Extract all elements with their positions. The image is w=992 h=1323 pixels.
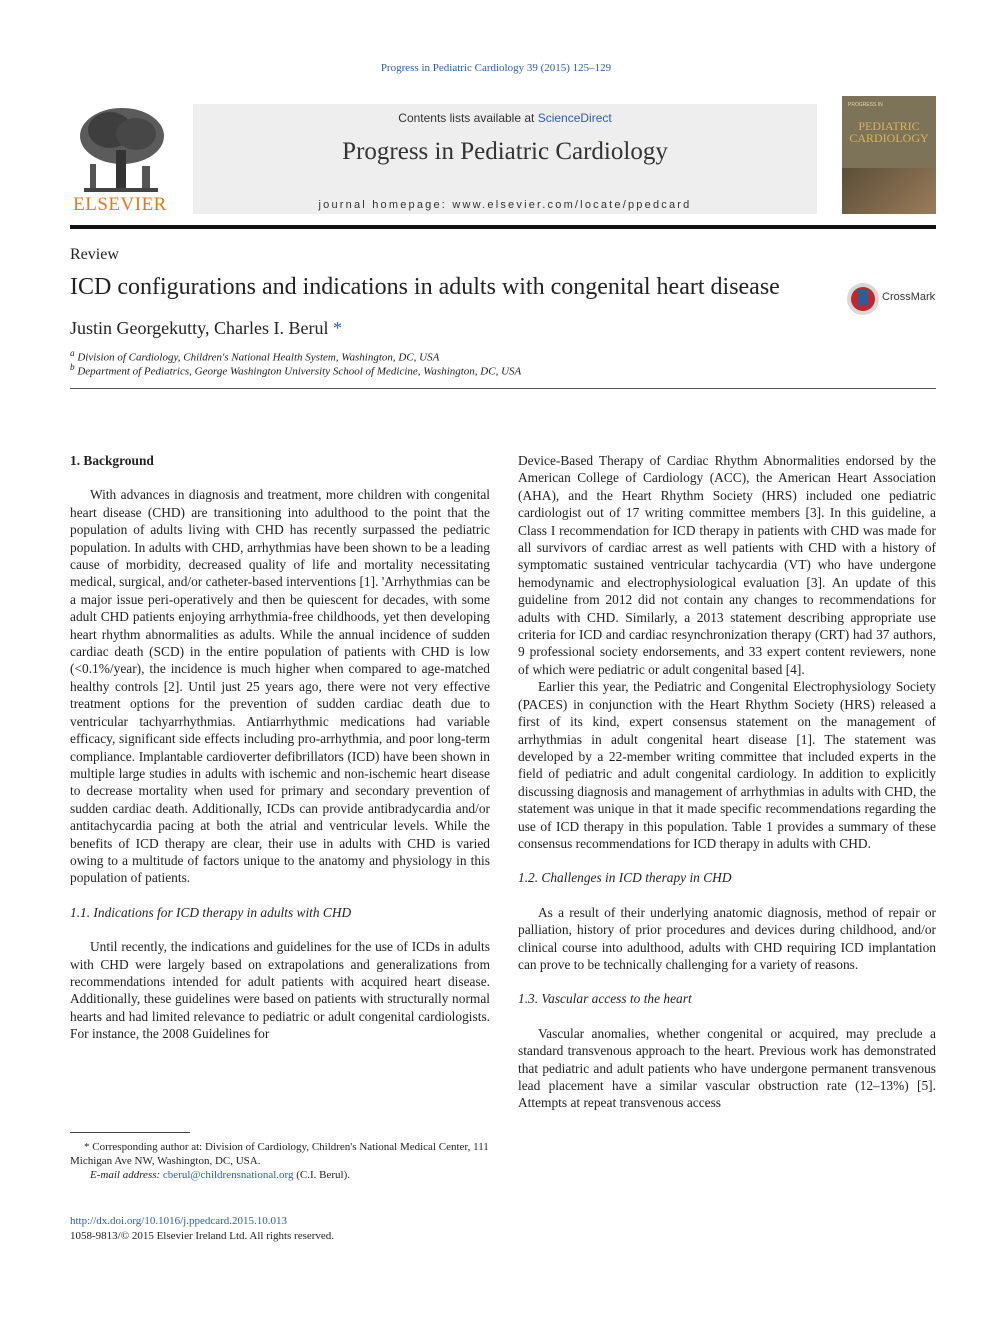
affiliation-b-text: Department of Pediatrics, George Washington University School of Medicine, Washington, DC, USA — [77, 365, 522, 378]
homepage-prefix: journal homepage: — [318, 199, 453, 211]
footnote-mark: * — [84, 1141, 90, 1153]
corresponding-author-footnote — [70, 1140, 490, 1182]
journal-header — [193, 104, 817, 214]
cover-image-band — [842, 168, 936, 214]
section-heading-background: 1. Background — [70, 453, 154, 468]
journal-title: Progress in Pediatric Cardiology — [342, 138, 668, 165]
guidelines-paragraph: Device-Based Therapy of Cardiac Rhythm Abnormalities endorsed by the American College of Cardiology (ACC), the American Heart Association (AHA), and the Heart Rhythm Society (HRS) included one pediatric cardiologist out of 17 writing committee members [3]. In this guideline, a Class I recommendation for ICD therapy in patients with CHD was made for all survivors of cardiac arrest as well patients with CHD with a history of symptomatic sustained ventricular tachycardia (VT) who have undergone hemodynamic and electrophysiological evaluation [3]. An update of this guideline from 2012 did not contain any changes to recommendations for adults with CHD. Similarly, a 2013 statement describing appropriate use criteria for ICD and cardiac resynchronization therapy (CRT) had 37 authors, 9 professional society endorsements, and 33 expert content reviewers, none of which were pediatric or adult congenital based [4]. — [518, 453, 936, 677]
journal-reference-link[interactable]: Progress in Pediatric Cardiology 39 (2015) 125–129 — [380, 62, 612, 74]
subsection-heading-indications: 1.1. Indications for ICD therapy in adults with CHD — [70, 904, 352, 920]
header-rule — [70, 225, 936, 229]
footnote-rule — [70, 1132, 190, 1133]
corresponding-author-mark[interactable]: * — [332, 318, 342, 338]
subsection-heading-vascular-access: 1.3. Vascular access to the heart — [518, 991, 692, 1007]
cover-title — [846, 120, 932, 144]
cover-small-text: PROGRESS IN — [848, 102, 883, 108]
elsevier-logo — [70, 104, 170, 216]
email-suffix: (C.I. Berul). — [293, 1169, 351, 1181]
vascular-access-paragraph: Vascular anomalies, whether congenital or acquired, may preclude a standard transvenous approach to the heart. Previous work has demonstrated that pediatric and adult patients who have undergone permanent transvenous lead placement have a similar vascular obstruction rate (12–13%) [5]. Attempts at repeat transvenous access — [518, 1025, 936, 1111]
authors-text: Justin Georgekutty, Charles I. Berul — [70, 318, 333, 338]
section-type: Review — [70, 246, 119, 263]
homepage-link[interactable]: www.elsevier.com/locate/ppedcard — [452, 199, 692, 211]
subsection-heading-challenges: 1.2. Challenges in ICD therapy in CHD — [518, 870, 732, 886]
contents-line — [193, 111, 817, 125]
cover-title-line1: PEDIATRIC — [858, 119, 920, 133]
author-list — [70, 318, 342, 339]
front-matter-rule — [70, 388, 936, 389]
email-link[interactable]: cberul@childrensnational.org — [162, 1169, 294, 1181]
challenges-paragraph: As a result of their underlying anatomic diagnosis, method of repair or palliation, history of prior procedures and devices during childhood, and/or clinical course into adulthood, adults with CHD requiring ICD implantation can prove to be technically challenging for a variety of reasons. — [518, 904, 936, 972]
cover-title-line2: CARDIOLOGY — [849, 131, 929, 145]
crossmark-badge[interactable] — [846, 282, 938, 316]
doi-link[interactable]: http://dx.doi.org/10.1016/j.ppedcard.2015.10.013 — [70, 1215, 288, 1227]
homepage-line — [193, 199, 817, 211]
doi-block — [70, 1214, 490, 1244]
indications-paragraph: Until recently, the indications and guidelines for the use of ICDs in adults with CHD were largely based on extrapolations and generalizations from recommendations intended for adult patients with acquired heart disease. Additionally, these guidelines were based on patients with structurally normal hearts and had limited relevance to pediatric or adult congenital cardiologists. For instance, the 2008 Guidelines for — [70, 939, 490, 1042]
affiliation-b — [70, 362, 521, 378]
copyright-notice: 1058-9813/© 2015 Elsevier Ireland Ltd. All rights reserved. — [70, 1230, 335, 1242]
left-column — [70, 452, 490, 1043]
crossmark-icon — [846, 282, 880, 316]
affiliation-a-marker: a — [70, 348, 75, 358]
affiliation-a-text: Division of Cardiology, Children's National Health System, Washington, DC, USA — [77, 351, 440, 364]
footnote-text: Corresponding author at: Division of Cardiology, Children's National Medical Center, 111 Michigan Ave NW, Washington, DC, USA. — [70, 1141, 489, 1167]
email-label: E-mail address: — [90, 1169, 163, 1181]
right-column — [518, 452, 936, 1112]
tree-icon — [70, 104, 170, 194]
paces-paragraph: Earlier this year, the Pediatric and Congenital Electrophysiology Society (PACES) in conjunction with the Heart Rhythm Society (HRS) released a first of its kind, expert consensus statement on the management of arrhythmias in adult congenital heart disease [1]. The statement was developed by a 22-member writing committee that included experts in the field of pediatric and adult congenital cardiology. In addition to explicitly discussing diagnosis and management of arrhythmias in adults with CHD, the statement was unique in that it made specific recommendations regarding the use of ICD therapy in this population. Table 1 provides a summary of these consensus recommendations for ICD therapy in adults with CHD. — [518, 679, 936, 851]
article-title: ICD configurations and indications in adults with congenital heart disease — [70, 274, 780, 300]
publisher-name: ELSEVIER — [73, 194, 167, 215]
sciencedirect-link[interactable]: ScienceDirect — [537, 111, 612, 125]
journal-cover-image — [842, 96, 936, 214]
affiliation-b-marker: b — [70, 362, 75, 372]
crossmark-label: CrossMark — [882, 291, 936, 303]
background-paragraph: With advances in diagnosis and treatment, more children with congenital heart disease (CHD) are transitioning into adulthood to the point that the population of adults living with CHD has recently surpassed the pediatric population. In adults with CHD, arrhythmias have been shown to be a leading cause of morbidity, decreased quality of life and mortality necessitating medical, surgical, and/or catheter-based interventions [1]. 'Arrhythmias can be a major issue peri-operatively and then be quiescent for decades, with some adult CHD patients enjoying arrhythmia-free childhoods, yet then developing heart rhythm abnormalities as adults. While the annual incidence of sudden cardiac death (SCD) in the entire population of patients with CHD is low (<0.1%/year), the incidence is much higher when compared to age-matched healthy controls [2]. Until just 25 years ago, there were not very effective treatment options for the prevention of sudden cardiac death due to ventricular tachyarrhythmias. Antiarrhythmic medications had variable efficacy, significant side effects including pro-arrhythmia, and poor long-term compliance. Implantable cardioverter defibrillators (ICD) have been shown in multiple large studies in adults with ischemic and non-ischemic heart disease to decrease mortality when used for primary and secondary prevention of sudden cardiac death. Additionally, ICDs can provide antibradycardia and/or antitachycardia pacing at both the atrial and ventricular levels. While the benefits of ICD therapy are clear, their use in adults with CHD is varied owing to a multitude of factors unique to the anatomy and physiology in this population of patients. — [70, 487, 490, 886]
contents-prefix: Contents lists available at — [398, 111, 538, 125]
